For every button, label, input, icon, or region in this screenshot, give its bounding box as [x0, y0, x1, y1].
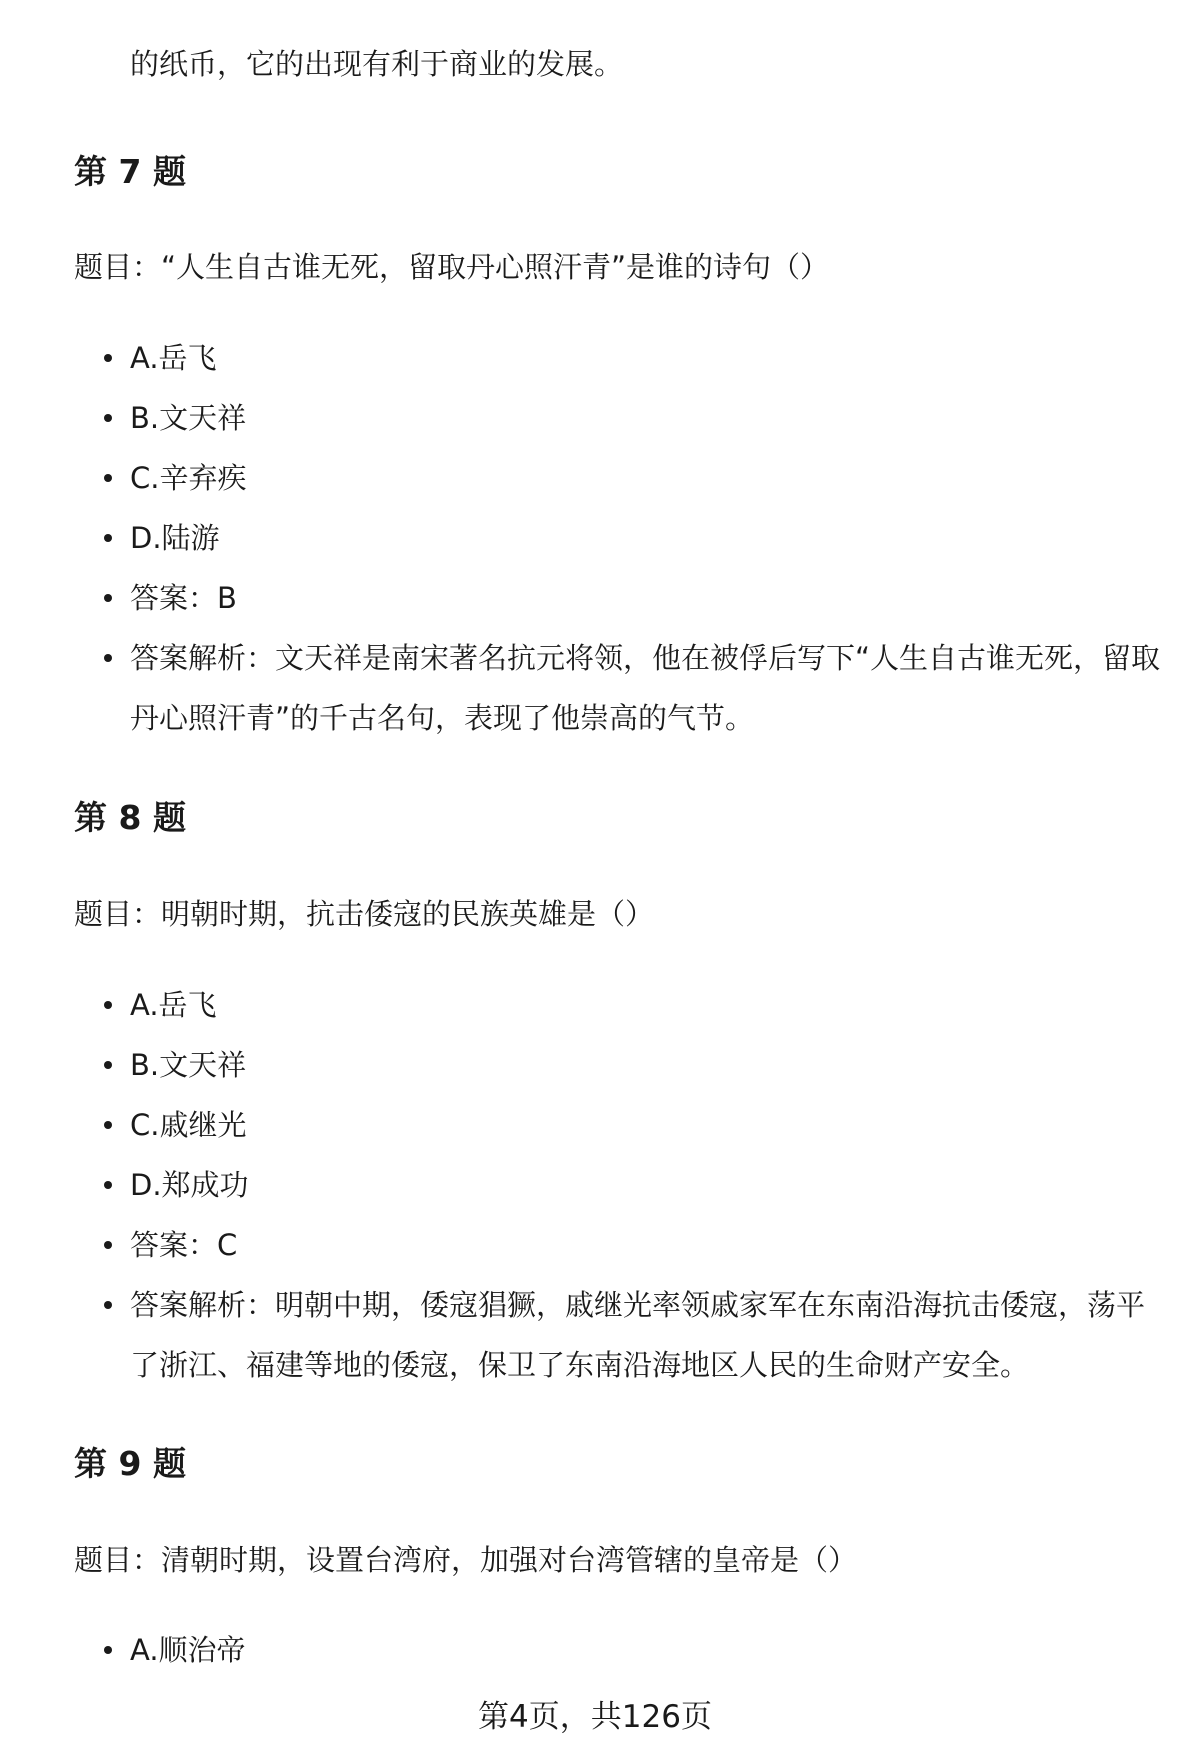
bullet-icon [104, 414, 112, 422]
bullet-icon [104, 594, 112, 602]
list-item [0, 975, 1190, 1035]
option-c: C.辛弃疾 [130, 461, 247, 495]
answer-explanation: 答案解析：文天祥是南宋著名抗元将领，他在被俘后写下“人生自古谁无死，留取丹心照汗青”的千古名句，表现了他崇高的气节。 [130, 641, 1161, 735]
answer-explanation: 答案解析：明朝中期，倭寇猖獗，戚继光率领戚家军在东南沿海抗击倭寇，荡平了浙江、福建等地的倭寇，保卫了东南沿海地区人民的生命财产安全。 [130, 1288, 1146, 1382]
question-8-list [0, 975, 1190, 1395]
bullet-icon [104, 1181, 112, 1189]
question-7-list [0, 328, 1190, 748]
question-8-text: 题目：明朝时期，抗击倭寇的民族英雄是（） [74, 897, 655, 931]
bullet-icon [104, 1241, 112, 1249]
question-9-heading: 第 9 题 [74, 1444, 186, 1483]
bullet-icon [104, 1646, 112, 1654]
option-a: A.岳飞 [130, 341, 217, 375]
list-item [0, 388, 1190, 448]
question-8-heading: 第 8 题 [74, 798, 186, 837]
bullet-icon [104, 654, 112, 662]
question-7-text: 题目：“人生自古谁无死，留取丹心照汗青”是谁的诗句（） [74, 250, 830, 284]
option-d: D.郑成功 [130, 1168, 249, 1202]
bullet-icon [104, 1001, 112, 1009]
option-d: D.陆游 [130, 521, 220, 555]
page-footer: 第4页，共126页 [478, 1699, 712, 1735]
option-b: B.文天祥 [130, 1048, 247, 1082]
question-9-list [0, 1620, 1190, 1680]
option-b: B.文天祥 [130, 401, 247, 435]
bullet-icon [104, 1301, 112, 1309]
list-item [0, 508, 1190, 568]
list-item [0, 1215, 1190, 1275]
list-item [0, 1095, 1190, 1155]
bullet-icon [104, 474, 112, 482]
option-c: C.戚继光 [130, 1108, 247, 1142]
list-item [0, 328, 1190, 388]
bullet-icon [104, 534, 112, 542]
answer: 答案：B [130, 581, 237, 615]
list-item [0, 628, 1190, 748]
question-7-heading: 第 7 题 [74, 152, 186, 191]
list-item [0, 448, 1190, 508]
question-9-text: 题目：清朝时期，设置台湾府，加强对台湾管辖的皇帝是（） [74, 1543, 858, 1577]
bullet-icon [104, 354, 112, 362]
continuation-text: 的纸币，它的出现有利于商业的发展。 [130, 47, 624, 81]
option-a: A.岳飞 [130, 988, 217, 1022]
list-item [0, 1620, 1190, 1680]
bullet-icon [104, 1121, 112, 1129]
list-item [0, 1275, 1190, 1395]
list-item [0, 1035, 1190, 1095]
list-item [0, 568, 1190, 628]
option-a: A.顺治帝 [130, 1633, 246, 1667]
answer: 答案：C [130, 1228, 238, 1262]
bullet-icon [104, 1061, 112, 1069]
list-item [0, 1155, 1190, 1215]
